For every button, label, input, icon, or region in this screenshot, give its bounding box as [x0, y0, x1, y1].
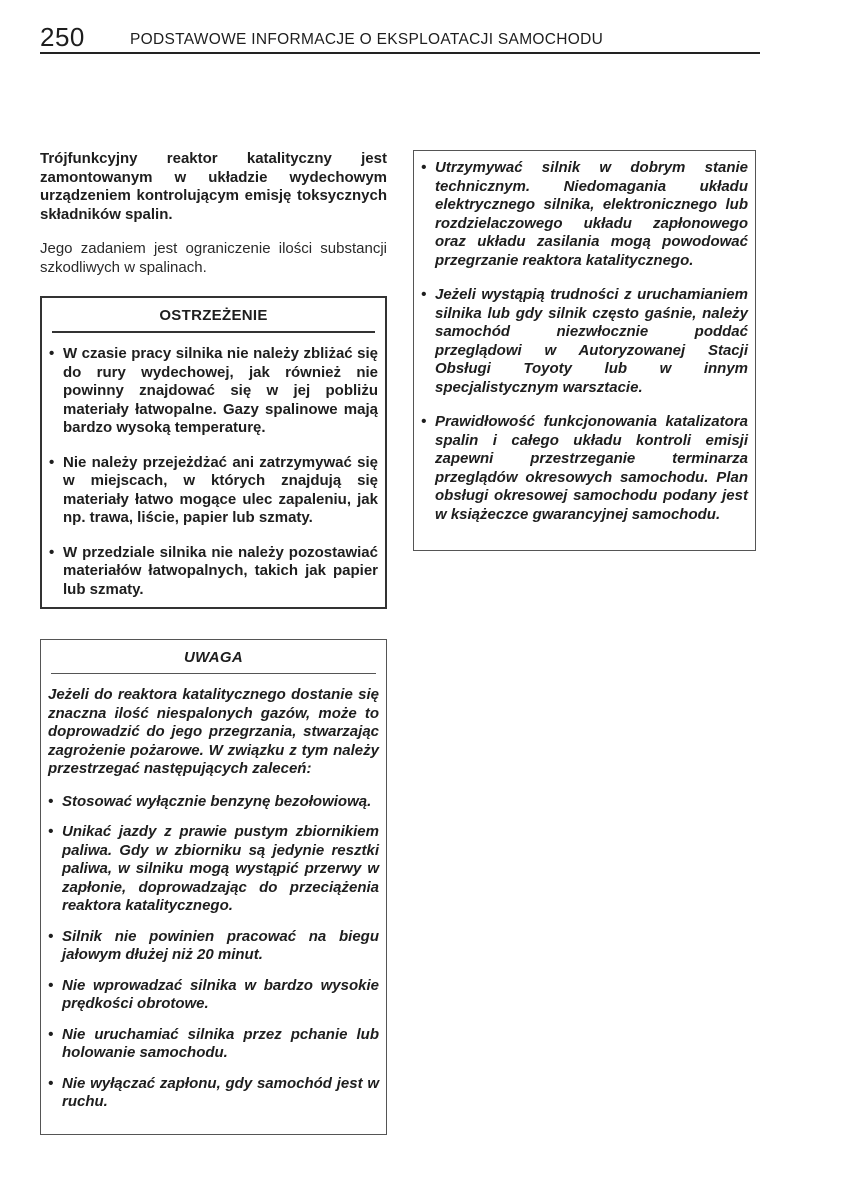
tip-item: [421, 159, 748, 270]
bullet-icon: •: [48, 1025, 54, 1043]
note-list: [48, 793, 379, 1112]
note-item-text: Nie wyłączać zapłonu, gdy samochód jest w ruchu.: [62, 1074, 379, 1110]
note-item-text: Stosować wyłącznie benzynę bezołowiową.: [62, 792, 372, 810]
page-number: 250: [40, 22, 85, 52]
tips-list: [421, 159, 748, 524]
catalyst-tips-box: [413, 150, 756, 551]
bullet-icon: •: [48, 792, 54, 810]
note-item: [48, 1075, 379, 1112]
note-item: [48, 977, 379, 1014]
bullet-icon: •: [49, 345, 55, 362]
right-column: [413, 150, 756, 551]
note-item-text: Nie wprowadzać silnika w bardzo wysokie prędkości obrotowe.: [62, 976, 379, 1012]
intro-paragraph: Jego zadaniem jest ograniczenie ilości substancji szkodliwych w spalinach.: [40, 240, 387, 276]
chapter-title: PODSTAWOWE INFORMACJE O EKSPLOATACJI SAMOCHODU: [130, 31, 604, 48]
warning-item: [49, 544, 378, 600]
warning-list: [49, 345, 378, 599]
bullet-icon: •: [48, 976, 54, 994]
tip-item: [421, 286, 748, 397]
tip-item-text: Jeżeli wystąpią trudności z uruchamianiem silnika lub gdy silnik często gaśnie, należy samochód niezwłocznie poddać przeglądowi w Autoryzowanej Stacji Obsługi Toyoty lub w innym specjalistycznym warsztacie.: [435, 286, 748, 396]
bullet-icon: •: [421, 286, 427, 303]
tip-item: [421, 413, 748, 524]
warning-box: [40, 296, 387, 609]
note-item: [48, 823, 379, 916]
note-title: UWAGA: [51, 646, 376, 674]
tip-item-text: Prawidłowość funkcjonowania katalizatora spalin i całego układu kontroli emisji zapewni przestrzeganie terminarza przeglądów okresowych samochodu. Plan obsługi okresowej samochodu podany jest w książeczce gwarancyjnej samochodu.: [435, 413, 748, 523]
note-item: [48, 793, 379, 812]
note-item-text: Nie uruchamiać silnika przez pchanie lub holowanie samochodu.: [62, 1025, 379, 1061]
note-item: [48, 1026, 379, 1063]
bullet-icon: •: [421, 159, 427, 176]
note-item-text: Silnik nie powinien pracować na biegu jałowym dłużej niż 20 minut.: [62, 927, 379, 963]
bullet-icon: •: [48, 927, 54, 945]
tip-item-text: Utrzymywać silnik w dobrym stanie technicznym. Niedomagania układu elektrycznego silnika, elektronicznego lub rozdzielaczowego układu zapłonowego oraz układu zasilania mogą powodować przegrzanie reaktora katalitycznego.: [435, 159, 748, 269]
warning-item: [49, 345, 378, 438]
warning-item-text: Nie należy przejeżdżać ani zatrzymywać się w miejscach, w których znajdują się materiały łatwo mogące ulec zapaleniu, jak np. trawa, liście, papier lub szmaty.: [63, 453, 378, 526]
note-intro: Jeżeli do reaktora katalitycznego dostanie się znaczna ilość niespalonych gazów, może to doprowadzić do jego przegrzania, stwarzając zagrożenie pożarowe. W związku z tym należy przestrzegać następujących zaleceń:: [48, 686, 379, 777]
warning-item: [49, 454, 378, 528]
warning-item-text: W czasie pracy silnika nie należy zbliżać się do rury wydechowej, jak również nie powinny znajdować się w jej pobliżu materiały łatwopalne. Gazy spalinowe mają bardzo wysoką temperaturę.: [63, 345, 378, 436]
bullet-icon: •: [48, 1074, 54, 1092]
bullet-icon: •: [49, 543, 55, 561]
bullet-icon: •: [49, 453, 55, 471]
page-header: [40, 22, 760, 54]
left-column: [40, 150, 387, 1135]
note-item: [48, 928, 379, 965]
bullet-icon: •: [48, 823, 54, 840]
bullet-icon: •: [421, 413, 427, 430]
warning-title: OSTRZEŻENIE: [52, 304, 375, 333]
warning-item-text: W przedziale silnika nie należy pozostawiać materiałów łatwopalnych, takich jak papier lub szmaty.: [63, 543, 378, 598]
note-item-text: Unikać jazdy z prawie pustym zbiornikiem paliwa. Gdy w zbiorniku są jedynie resztki paliwa, w silniku mogą wystąpić przerwy w zapłonie, doprowadzając do przeciążenia reaktora katalitycznego.: [62, 823, 379, 914]
intro-bold-paragraph: Trójfunkcyjny reaktor katalityczny jest zamontowanym w układzie wydechowym urządzeniem kontrolującym emisję toksycznych składników spalin.: [40, 150, 387, 223]
note-box: [40, 639, 387, 1135]
